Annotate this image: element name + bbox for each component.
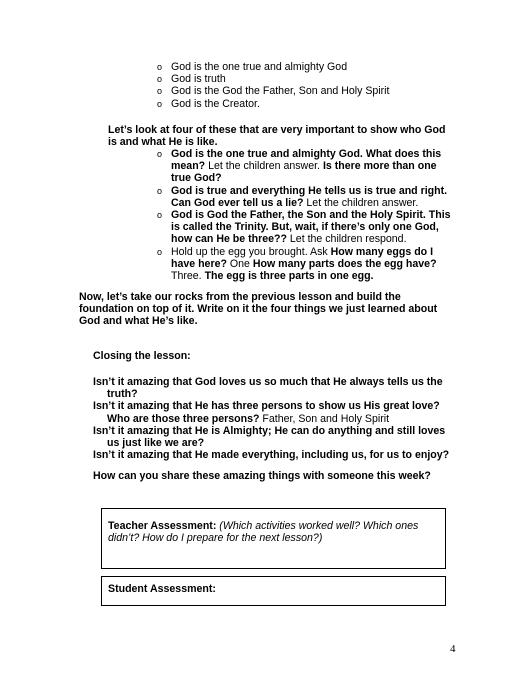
teacher-assessment-prompt: (Which activities worked well? Which ones didn’t? How do I prepare for the next lesson?) (108, 520, 419, 545)
list-item: o God is the God the Father, Son and Holy Spirit (157, 85, 457, 97)
closing-title: Closing the lesson: (93, 350, 191, 362)
intro-paragraph (108, 124, 456, 148)
closing-question: Isn’t it amazing that He is Almighty; He can do anything and still loves us just like we are? (93, 424, 446, 450)
point-note: Three. (171, 270, 205, 283)
point-note: Let the children respond. (286, 233, 407, 246)
point-bold: How many parts does the egg have? (252, 257, 437, 270)
share-question: How can you share these amazing things with someone this week? (93, 470, 431, 482)
rocks-text: Now, let’s take our rocks from the previous lesson and build the foundation on top of it. Write on it the four things we just learned about God and what He’s like. (79, 291, 438, 328)
list-item (157, 148, 459, 185)
closing-question: Isn’t it amazing that He has three persons to show us His great love? Who are those three persons? Father, Son and Holy Spirit (93, 400, 440, 425)
point-note: One (226, 257, 253, 270)
point-bold: God is true and everything He tells us is true and right. Can God ever tell us a lie? (171, 184, 448, 209)
rocks-paragraph (79, 291, 457, 328)
points-list (157, 148, 459, 282)
point-bold: God is the one true and almighty God. What does this mean? (171, 148, 442, 173)
point-bold: God is God the Father, the Son and the Holy Spirit. This is called the Trinity. But, wait, if there’s only one God, how can He be three?? (171, 209, 451, 246)
list-item: o God is truth (157, 73, 457, 85)
closing-question: Isn’t it amazing that He made everything, including us, for us to enjoy? (93, 449, 450, 462)
list-item: o God is the one true and almighty God (157, 61, 457, 73)
top-list (157, 61, 457, 110)
list-item (157, 185, 459, 209)
list-item: o God is the Creator. (157, 98, 457, 110)
closing-question: Isn’t it amazing that God loves us so much that He always tells us the truth? (93, 376, 443, 401)
student-assessment-box[interactable] (101, 576, 446, 606)
intro-text: Let’s look at four of these that are very important to show who God is and what He is like. (108, 124, 446, 149)
page-number: 4 (450, 643, 456, 655)
list-item (157, 209, 459, 246)
teacher-assessment-box[interactable] (101, 508, 446, 569)
student-assessment-label: Student Assessment: (108, 583, 216, 595)
teacher-assessment-label: Teacher Assessment: (108, 520, 217, 532)
list-item (157, 246, 459, 283)
point-note: Let the children answer. (205, 160, 323, 173)
point-note: Let the children answer. (303, 196, 419, 209)
point-note: Hold up the egg you brought. Ask (171, 245, 331, 258)
point-bold: Is there more than one true God? (171, 160, 437, 185)
point-bold: The egg is three parts in one egg. (204, 270, 374, 283)
point-bold: How many eggs do I have here? (171, 245, 434, 270)
closing-questions (93, 376, 458, 461)
